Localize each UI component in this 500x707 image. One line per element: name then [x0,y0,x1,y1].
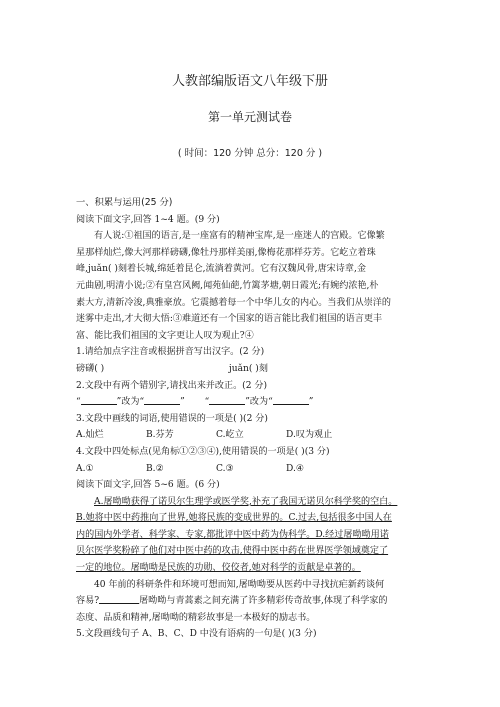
passage2-line [76,560,426,577]
option-b[interactable]: B.芬芳 [146,430,174,441]
change-to-text: ”改为“ [116,397,145,408]
time-info: ( 时间：120 分钟 总分：120 分 ) [177,148,323,159]
answer-bangbo[interactable]: 磅礴( ) [76,363,105,374]
question-4-options [76,461,426,478]
section-heading: 一、积累与运用(25 分) [76,197,173,208]
option-a[interactable]: A.灿烂 [76,430,104,441]
passage3-line [76,593,426,610]
question-3-options [76,427,426,444]
option-d[interactable]: D.叹为观止 [286,430,333,441]
option-c[interactable]: C.屹立 [216,430,244,441]
answer-juan[interactable]: juǎn( )刻 [228,363,268,374]
blank-correct-2[interactable] [273,394,309,405]
quote-mark: ” [180,397,185,408]
option-b[interactable]: B.② [146,463,164,474]
passage3-rest: 屠呦呦与青蒿素之间充满了许多精彩传奇故事,体现了科学家的 [139,596,388,607]
passage-line: 有人说:①祖国的语言,是一座富有的精神宝库,是一座迷人的宫殿。它像繁 [94,231,385,242]
passage-line: 迷雾中走出,才大彻大悟:③难道还有一个国家的语言能比我们祖国的语言更丰 [76,314,383,325]
passage3-line: 40 年前的科研条件和环境可想而知,屠呦呦要从医药中寻找抗疟新药谈何 [94,579,385,590]
passage3-start: 容易? [76,596,100,607]
question-1-answers [76,361,426,378]
passage2-line: 内的国内外学者、科学家、专家,都批评中医中药为伪科学。D.经过屠呦呦用诺 [76,529,389,540]
passage-line: 富、能比我们祖国的文字更让人叹为观止?④ [76,330,254,341]
passage2-line: 贝尔医学奖粉碎了他们对中医中药的攻击,使得中医中药在世界医学领域奠定了 [76,546,389,557]
option-c[interactable]: C.③ [216,463,234,474]
blank-wrong-1[interactable] [81,394,117,405]
blank-correct-1[interactable] [144,394,180,405]
blank-wrong-2[interactable] [209,394,245,405]
question-4: 4.文段中四处标点(见角标①②③④),使用错误的一项是( )(3 分) [76,446,330,457]
question-2-answers [76,394,426,411]
blank-fill[interactable] [99,593,139,604]
passage-line: 素大方,清新冷浚,典雅豪放。它震撼着每一个中华儿女的内心。当我们从崇洋的 [76,297,391,308]
question-1: 1.请给加点字注音或根据拼音写出汉字。(2 分) [76,347,265,358]
underlined-fragment: 一定的地位。屠呦呦是民族的功勋、佼佼者,她对科学的贡献是卓著的。 [76,563,361,574]
passage-line: 元曲剧,明清小说;②有皇宫风阙,闻苑仙葩,竹篱茅塘,朝日霞光;有婉约浓艳,朴 [76,280,379,291]
instruction-2: 阅读下面文字,回答 5~6 题。(6 分) [76,480,220,491]
option-a[interactable]: A.① [76,463,94,474]
option-d[interactable]: D.④ [286,463,305,474]
instruction-1: 阅读下面文字,回答 1~4 题。(9 分) [76,214,220,225]
quote-mark: “ [204,397,210,408]
passage-line: 星那样灿烂,像大河那样磅礴,像牡丹那样美丽,像梅花那样芬芳。它屹立着珠 [76,247,376,258]
passage-line: 峰,juǎn( )刻着长城,绵延着昆仑,流淌着黄河。它有汉魏风骨,唐宋诗章,金 [76,264,366,275]
quote-mark: “ [76,397,81,408]
question-2: 2.文段中有两个错别字,请找出来并改正。(2 分) [76,380,268,391]
exam-content [76,195,426,643]
change-to-text: ”改为“ [245,397,273,408]
passage2-line: B.她将中医中药推向了世界,她将民族的变成世界的。C.过去,包括很多中国人在 [76,513,392,524]
quote-mark: ” [308,397,314,408]
question-5: 5.文段画线句子 A、B、C、D 中没有语病的一句是( )(3 分) [76,629,317,640]
page-subtitle: 第一单元测试卷 [207,110,292,124]
passage3-line: 态度、品质和精神,屠呦呦的精彩故事是一本极好的励志书。 [76,612,316,623]
page-title: 人教部编版语文八年级下册 [171,74,328,89]
passage2-line: A.屠呦呦获得了诺贝尔生理学或医学奖,补充了我国无诺贝尔科学奖的空白。 [94,496,398,507]
question-3: 3.文段中画线的词语,使用错误的一项是( )(2 分) [76,413,268,424]
